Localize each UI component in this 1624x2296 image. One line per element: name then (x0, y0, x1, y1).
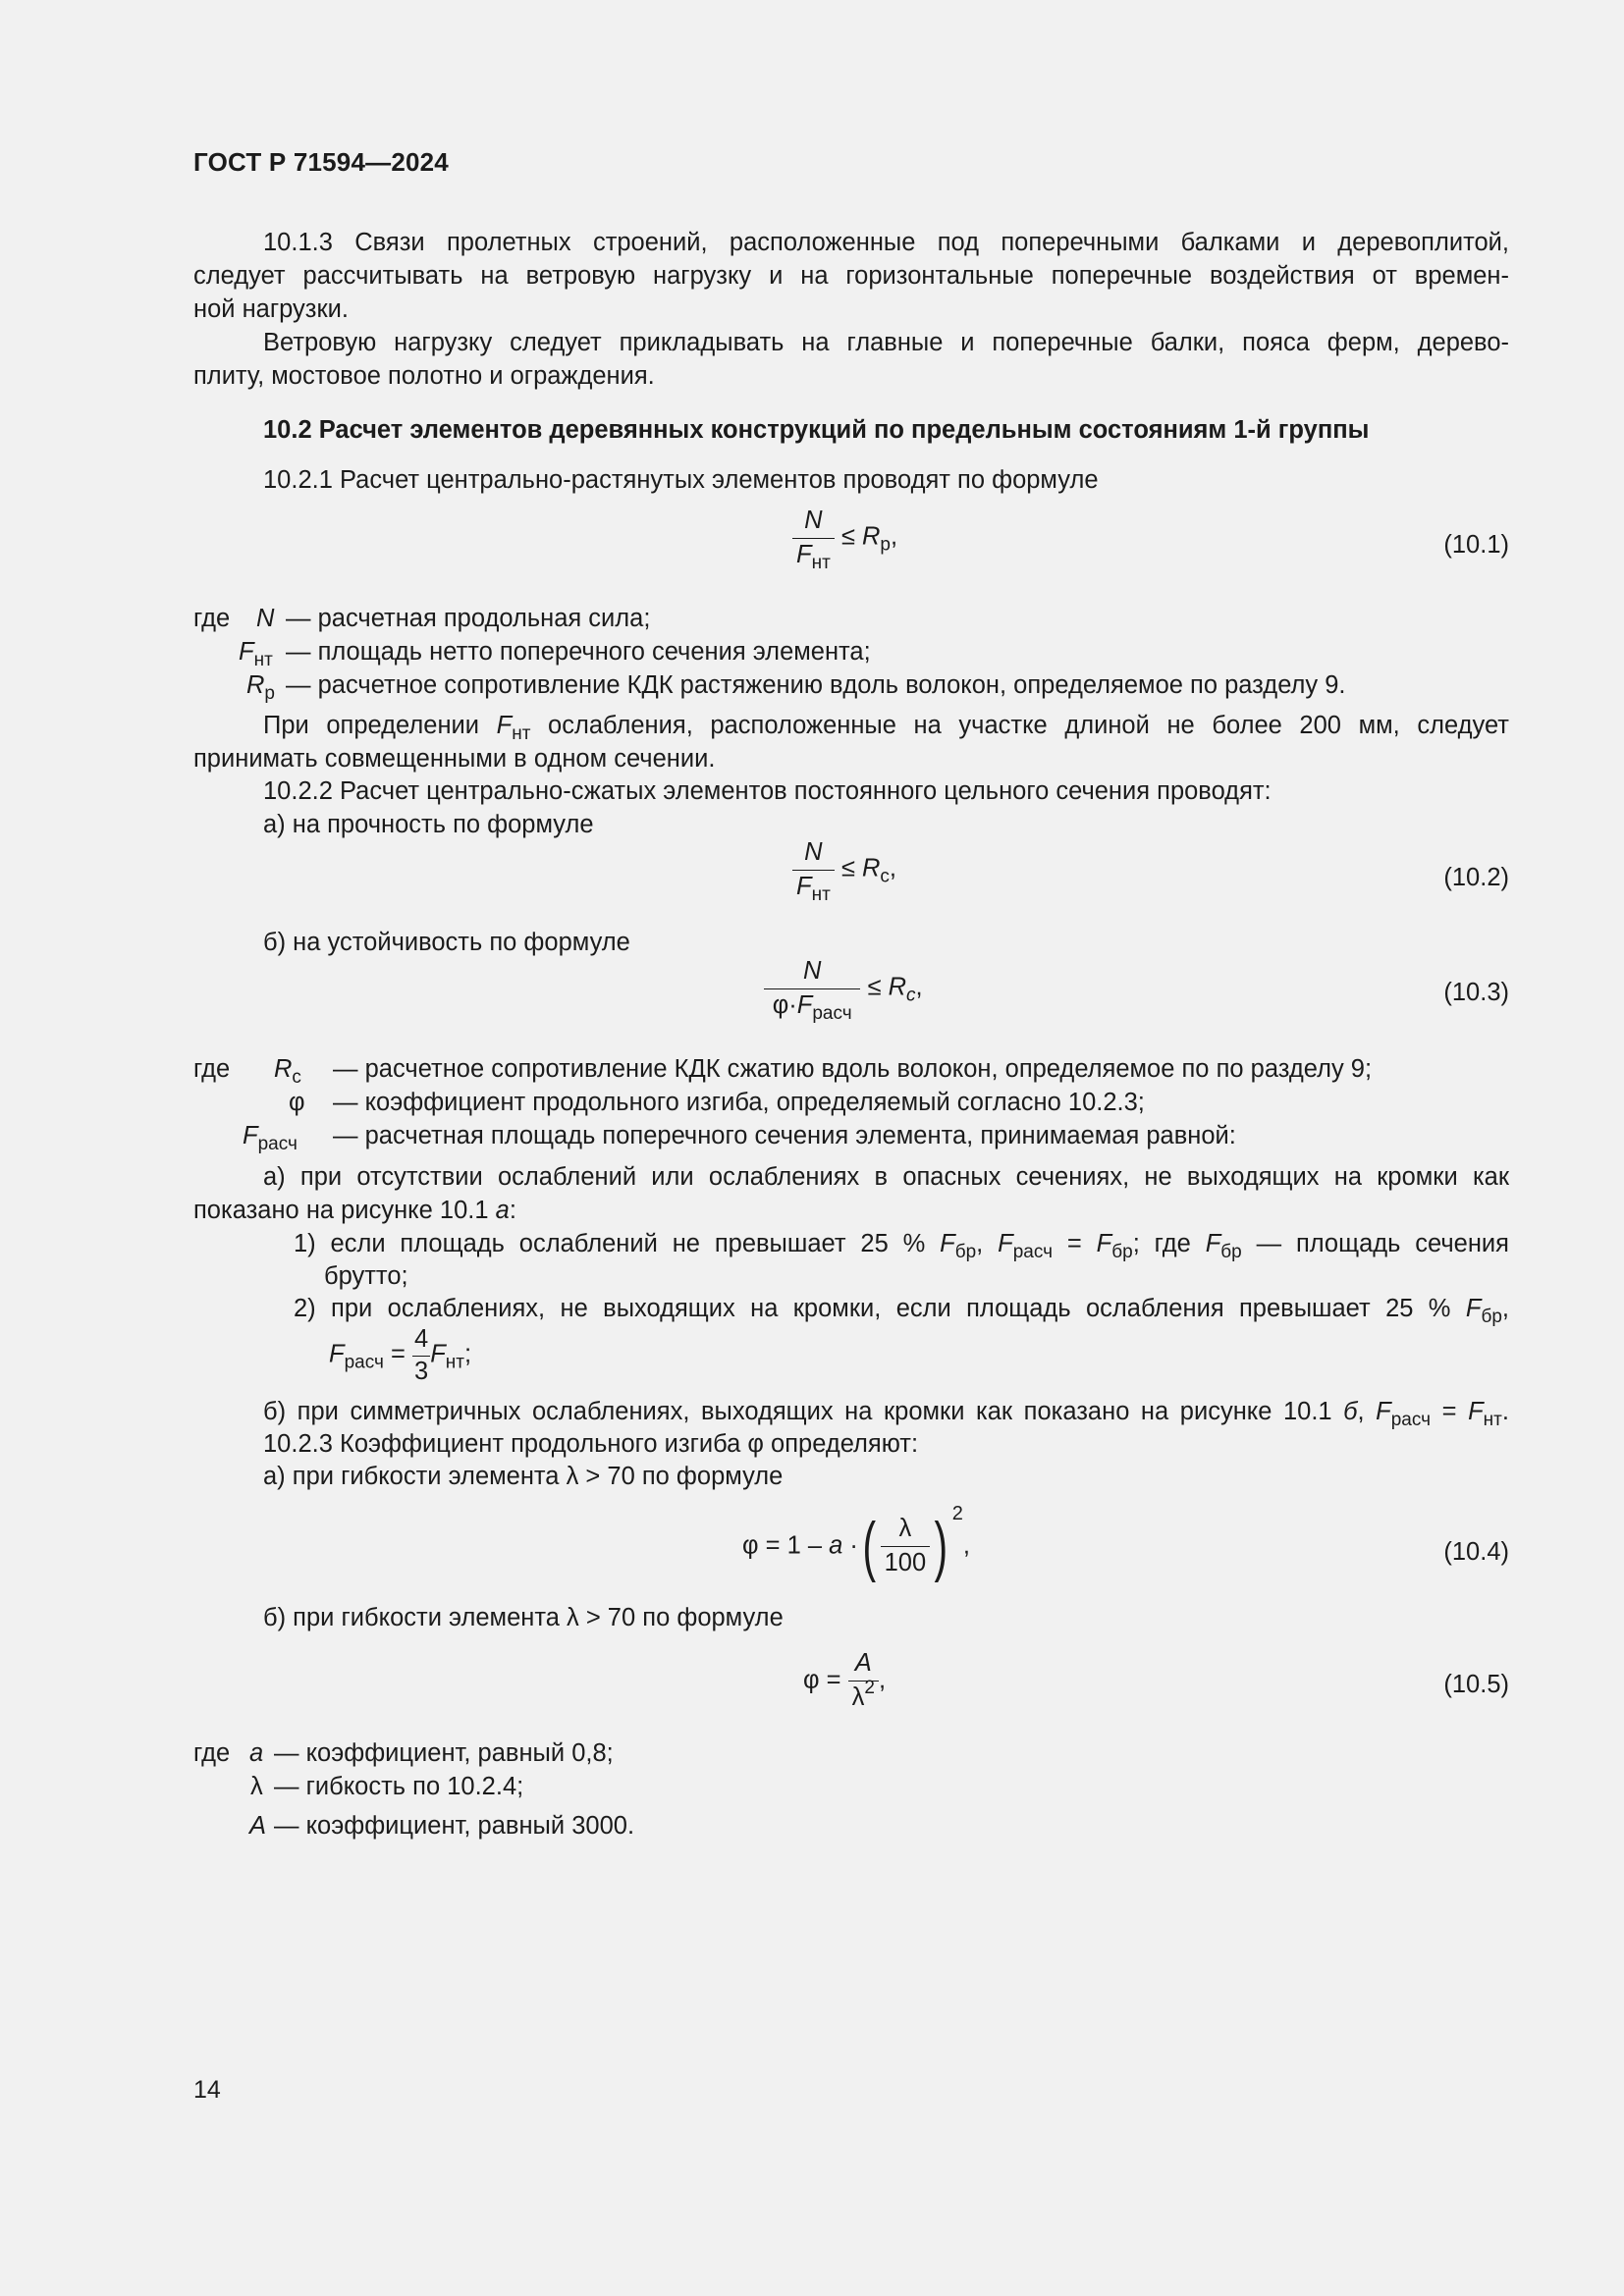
symbol: R (246, 671, 265, 699)
fraction (412, 1327, 430, 1384)
paragraph-line: 10.2.3 Коэффициент продольного изгиба φ определяют: (263, 1430, 919, 1458)
paragraph-line: б) при гибкости элемента λ > 70 по формуле (263, 1604, 784, 1631)
symbol: F (239, 638, 254, 666)
relation-sign: ≤ (840, 522, 855, 551)
text: — площадь сечения (1256, 1230, 1509, 1257)
symbol: F (243, 1122, 258, 1149)
where-label: где (193, 1739, 231, 1767)
symbol: R (888, 973, 907, 1001)
text: б) при симметричных ослаблениях, выходящих на кромки как показано на рисунке 10.1 (263, 1398, 1332, 1425)
subscript: р (264, 683, 275, 704)
text: 1) если площадь ослаблений не превышает 25 % (294, 1230, 926, 1257)
equation-number: (10.2) (1443, 864, 1509, 891)
exponent: 2 (951, 1503, 963, 1524)
symbol: R (861, 854, 881, 882)
symbol: a (829, 1531, 843, 1560)
figure-ref: б (1343, 1398, 1358, 1425)
symbol: F (998, 1230, 1013, 1257)
symbol: F (1465, 1295, 1482, 1322)
paragraph-line: а) при гибкости элемента λ > 70 по формуле (263, 1463, 784, 1490)
subscript: бр (1111, 1242, 1133, 1262)
subscript: бр (1481, 1307, 1502, 1327)
denominator: λ (851, 1682, 865, 1711)
symbol: F (940, 1230, 955, 1257)
punct: . (1501, 1398, 1509, 1425)
definition-text: — коэффициент, равный 0,8; (274, 1739, 614, 1767)
fraction (792, 507, 835, 573)
fraction (881, 1517, 931, 1575)
formula-10-1 (792, 507, 898, 573)
text: 2) при ослаблениях, не выходящих на кромки, если площадь ослабления превышает 25 % (294, 1295, 1451, 1322)
punct: , (915, 973, 923, 1001)
definition-text: — коэффициент продольного изгиба, определяемый согласно 10.2.3; (333, 1089, 1145, 1116)
punct: , (890, 522, 898, 551)
list-item (294, 1227, 1509, 1260)
punct: , (889, 854, 896, 882)
symbol: λ (250, 1773, 263, 1800)
operator: = (1066, 1230, 1082, 1257)
subscript: расч (257, 1134, 298, 1154)
equation-number: (10.1) (1443, 531, 1509, 559)
symbol: F (496, 712, 513, 739)
symbol: φ (772, 990, 789, 1019)
definition-text: — расчетное сопротивление КДК сжатию вдоль волокон, определяемое по по разделу 9; (333, 1055, 1373, 1083)
definition-text: — расчетная продольная сила; (286, 605, 651, 632)
subscript: бр (954, 1242, 977, 1262)
exponent: 2 (864, 1677, 875, 1698)
symbol: F (1096, 1230, 1112, 1257)
subscript: расч (1390, 1410, 1432, 1430)
punct: , (962, 1531, 970, 1560)
equation-number: (10.4) (1443, 1538, 1509, 1566)
numerator: A (848, 1651, 879, 1682)
subscript: нт (253, 650, 273, 670)
fraction (764, 957, 860, 1024)
symbol: φ (289, 1089, 305, 1116)
subscript: расч (344, 1352, 384, 1373)
paragraph-line: 10.2.2 Расчет центрально-сжатых элементов постоянного цельного сечения проводят: (263, 777, 1272, 805)
where-label: где (193, 605, 231, 632)
subscript: c (906, 985, 916, 1006)
subscript: с (292, 1067, 301, 1088)
equation-number: (10.3) (1443, 979, 1509, 1006)
text: показано на рисунке 10.1 (193, 1197, 489, 1224)
paragraph-line: а) при отсутствии ослаблений или ослаблениях в опасных сечениях, не выходящих на кромки как (263, 1163, 1509, 1191)
punct: , (878, 1666, 887, 1694)
paragraph-line (193, 1194, 1509, 1227)
list-item (294, 1292, 1509, 1325)
paragraph-line: ной нагрузки. (193, 295, 349, 323)
numerator: N (792, 508, 835, 539)
definition-text: — коэффициент, равный 3000. (274, 1812, 635, 1840)
symbol: a (249, 1739, 264, 1767)
operator: · (788, 990, 797, 1019)
section-heading: 10.2 Расчет элементов деревянных конструкций по предельным состояниям 1-й группы (263, 416, 1370, 444)
numerator: N (764, 959, 860, 989)
definition-text: — расчетная площадь поперечного сечения элемента, принимаемая равной: (333, 1122, 1236, 1149)
punct: ; (463, 1340, 472, 1368)
formula-10-4 (742, 1503, 970, 1584)
paragraph-line (263, 1395, 1509, 1428)
symbol: R (861, 522, 881, 551)
formula-10-2 (792, 838, 896, 905)
punct: , (1501, 1295, 1509, 1322)
denominator: 3 (414, 1357, 429, 1385)
paragraph-line: следует рассчитывать на ветровую нагрузку и на горизонтальные поперечные воздействия от времен- (193, 262, 1509, 290)
list-item-cont: брутто; (324, 1262, 408, 1290)
text: ; где (1132, 1230, 1191, 1257)
symbol: N (256, 605, 275, 632)
definition-text: — площадь нетто поперечного сечения элемента; (286, 638, 871, 666)
symbol: F (796, 990, 813, 1019)
operator: = (391, 1340, 406, 1368)
page-number: 14 (193, 2076, 221, 2104)
subscript: расч (1012, 1242, 1054, 1262)
punct: , (1357, 1398, 1365, 1425)
definition-text: — гибкость по 10.2.4; (274, 1773, 524, 1800)
subscript: нт (811, 552, 831, 573)
numerator: λ (881, 1517, 931, 1547)
relation-sign: ≤ (840, 854, 855, 882)
definition-row (193, 602, 1509, 635)
fraction (848, 1651, 879, 1710)
subscript: нт (445, 1352, 464, 1373)
symbol: F (430, 1340, 446, 1368)
numerator: N (792, 840, 835, 871)
symbol: F (329, 1340, 345, 1368)
figure-ref: а (495, 1197, 510, 1224)
subscript: с (880, 866, 890, 887)
symbol: F (796, 872, 812, 900)
punct: : (509, 1197, 516, 1224)
lhs: φ = (803, 1666, 841, 1694)
subscript: нт (1483, 1410, 1502, 1430)
text: При определении (263, 712, 480, 739)
subscript: нт (512, 723, 531, 744)
document-header: ГОСТ Р 71594—2024 (193, 147, 449, 177)
text: ослабления, расположенные на участке длиной не более 200 мм, следует (548, 712, 1509, 739)
paragraph-line: б) на устойчивость по формуле (263, 929, 630, 956)
paragraph-line: 10.2.1 Расчет центрально-растянутых элементов проводят по формуле (263, 466, 1099, 494)
left-paren: ( (862, 1509, 877, 1584)
symbol: F (796, 540, 812, 568)
symbol: F (1376, 1398, 1391, 1425)
subscript: расч (812, 1002, 852, 1024)
subscript: бр (1220, 1242, 1242, 1262)
paragraph-line: а) на прочность по формуле (263, 811, 594, 838)
equation-number: (10.5) (1443, 1671, 1509, 1698)
operator: · (849, 1531, 858, 1560)
fraction (792, 838, 835, 905)
denominator: 100 (884, 1548, 927, 1576)
punct: , (976, 1230, 984, 1257)
lhs: φ = 1 – (742, 1531, 823, 1560)
numerator: 4 (412, 1327, 430, 1357)
formula-10-5 (803, 1651, 886, 1710)
symbol: R (274, 1055, 293, 1083)
formula-f-rasch (329, 1327, 471, 1384)
formula-10-3 (764, 957, 923, 1024)
symbol: A (249, 1812, 267, 1840)
symbol: F (1205, 1230, 1221, 1257)
paragraph-line: плиту, мостовое полотно и ограждения. (193, 362, 655, 390)
definition-row (193, 1736, 1509, 1770)
paragraph-line: Ветровую нагрузку следует прикладывать на главные и поперечные балки, пояса ферм, дерево- (263, 329, 1509, 356)
symbol: F (1468, 1398, 1484, 1425)
definition-row (193, 1052, 1509, 1086)
right-paren: ) (934, 1509, 948, 1584)
subscript: нт (811, 883, 831, 905)
operator: = (1441, 1398, 1457, 1425)
paragraph-line (263, 709, 1509, 742)
definition-text: — расчетное сопротивление КДК растяжению вдоль волокон, определяемое по разделу 9. (286, 671, 1346, 699)
paragraph-line: принимать совмещенными в одном сечении. (193, 745, 716, 773)
subscript: р (880, 534, 891, 556)
where-label: где (193, 1055, 231, 1083)
paragraph-line: 10.1.3 Связи пролетных строений, расположенные под поперечными балками и деревоплитой, (263, 229, 1509, 256)
relation-sign: ≤ (867, 973, 882, 1001)
